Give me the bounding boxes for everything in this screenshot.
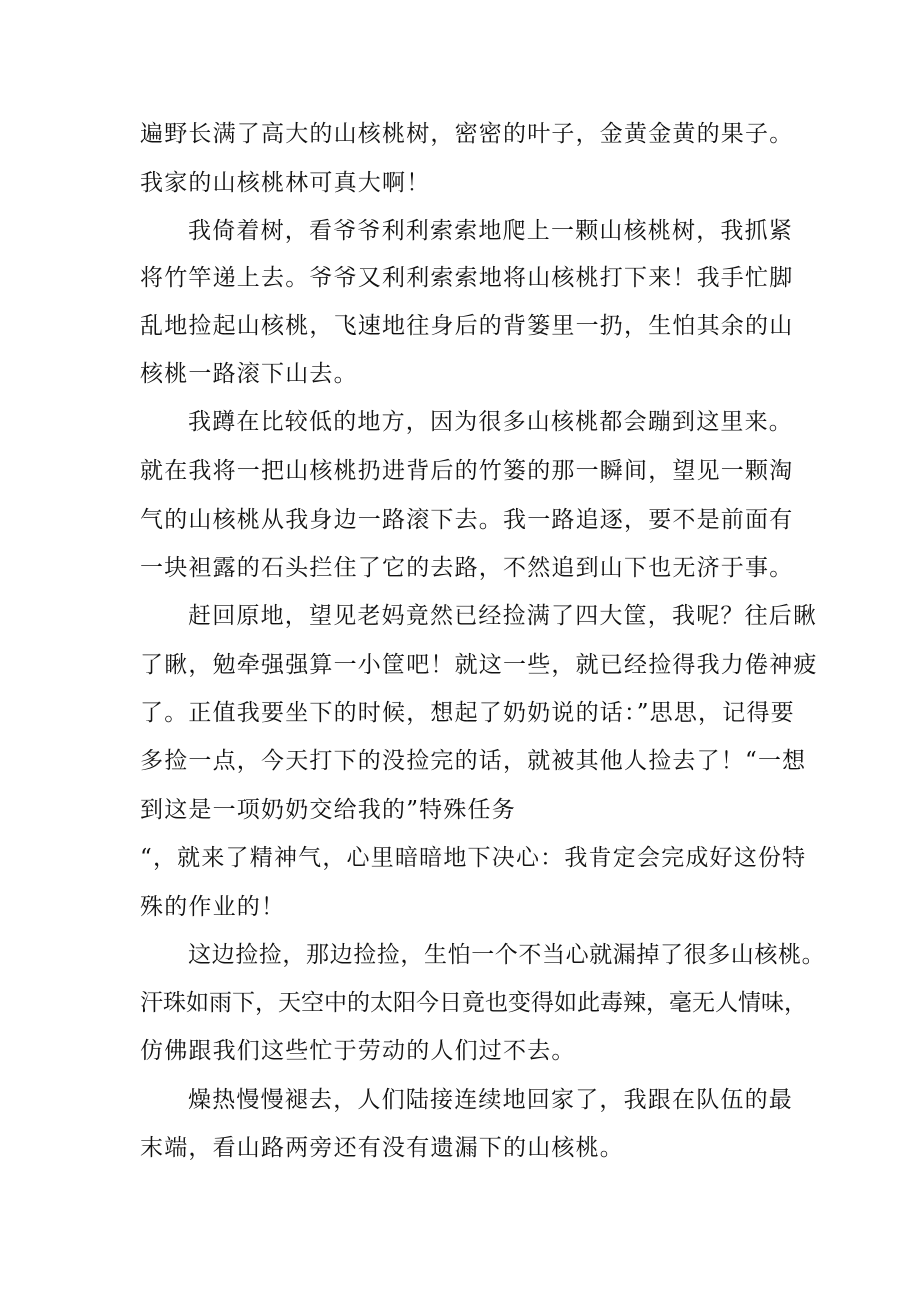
text-line-18: 这边捡捡，那边捡捡，生怕一个不当心就漏掉了很多山核桃。: [188, 942, 826, 968]
text-line-1: 遍野长满了高大的山核桃树，密密的叶子，金黄金黄的果子。: [140, 121, 794, 147]
text-line-3: 我倚着树，看爷爷利利索索地爬上一颗山核桃树，我抓紧: [188, 218, 793, 244]
text-line-13: 了。正值我要坐下的时候，想起了奶奶说的话：”思思，记得要: [140, 700, 795, 726]
text-line-16: “，就来了精神气，心里暗暗地下决心：我肯定会完成好这份特: [140, 845, 807, 871]
text-line-22: 末端，看山路两旁还有没有遗漏下的山核桃。: [140, 1135, 624, 1161]
text-line-14: 多捡一点，今天打下的没捡完的话，就被其他人捡去了！“一想: [140, 748, 807, 774]
text-line-4: 将竹竿递上去。爷爷又利利索索地将山核桃打下来！我手忙脚: [140, 265, 794, 291]
text-line-15: 到这是一项奶奶交给我的”特殊任务: [140, 797, 516, 823]
text-line-11: 赶回原地，望见老妈竟然已经捡满了四大筐，我呢？往后瞅: [188, 603, 818, 629]
text-line-21: 燥热慢慢褪去，人们陆接连续地回家了，我跟在队伍的最: [188, 1087, 793, 1113]
text-line-6: 核桃一路滚下山去。: [140, 361, 358, 387]
text-line-8: 就在我将一把山核桃扔进背后的竹篓的那一瞬间，望见一颗淘: [140, 458, 794, 484]
text-line-7: 我蹲在比较低的地方，因为很多山核桃都会蹦到这里来。: [188, 409, 793, 435]
text-line-12: 了瞅，勉牵强强算一小筐吧！就这一些，就已经捡得我力倦神疲: [140, 652, 818, 678]
text-line-9: 气的山核桃从我身边一路滚下去。我一路追逐，要不是前面有: [140, 507, 794, 533]
text-line-10: 一块袒露的石头拦住了它的去路，不然追到山下也无济于事。: [140, 555, 794, 581]
text-line-20: 仿佛跟我们这些忙于劳动的人们过不去。: [140, 1038, 576, 1064]
text-line-2: 我家的山核桃林可真大啊！: [140, 170, 431, 196]
text-line-19: 汗珠如雨下，天空中的太阳今日竟也变得如此毒辣，毫无人情味，: [140, 990, 807, 1016]
text-line-5: 乱地捡起山核桃，飞速地往身后的背篓里一扔，生怕其余的山: [140, 313, 794, 339]
text-line-17: 殊的作业的！: [140, 894, 286, 920]
